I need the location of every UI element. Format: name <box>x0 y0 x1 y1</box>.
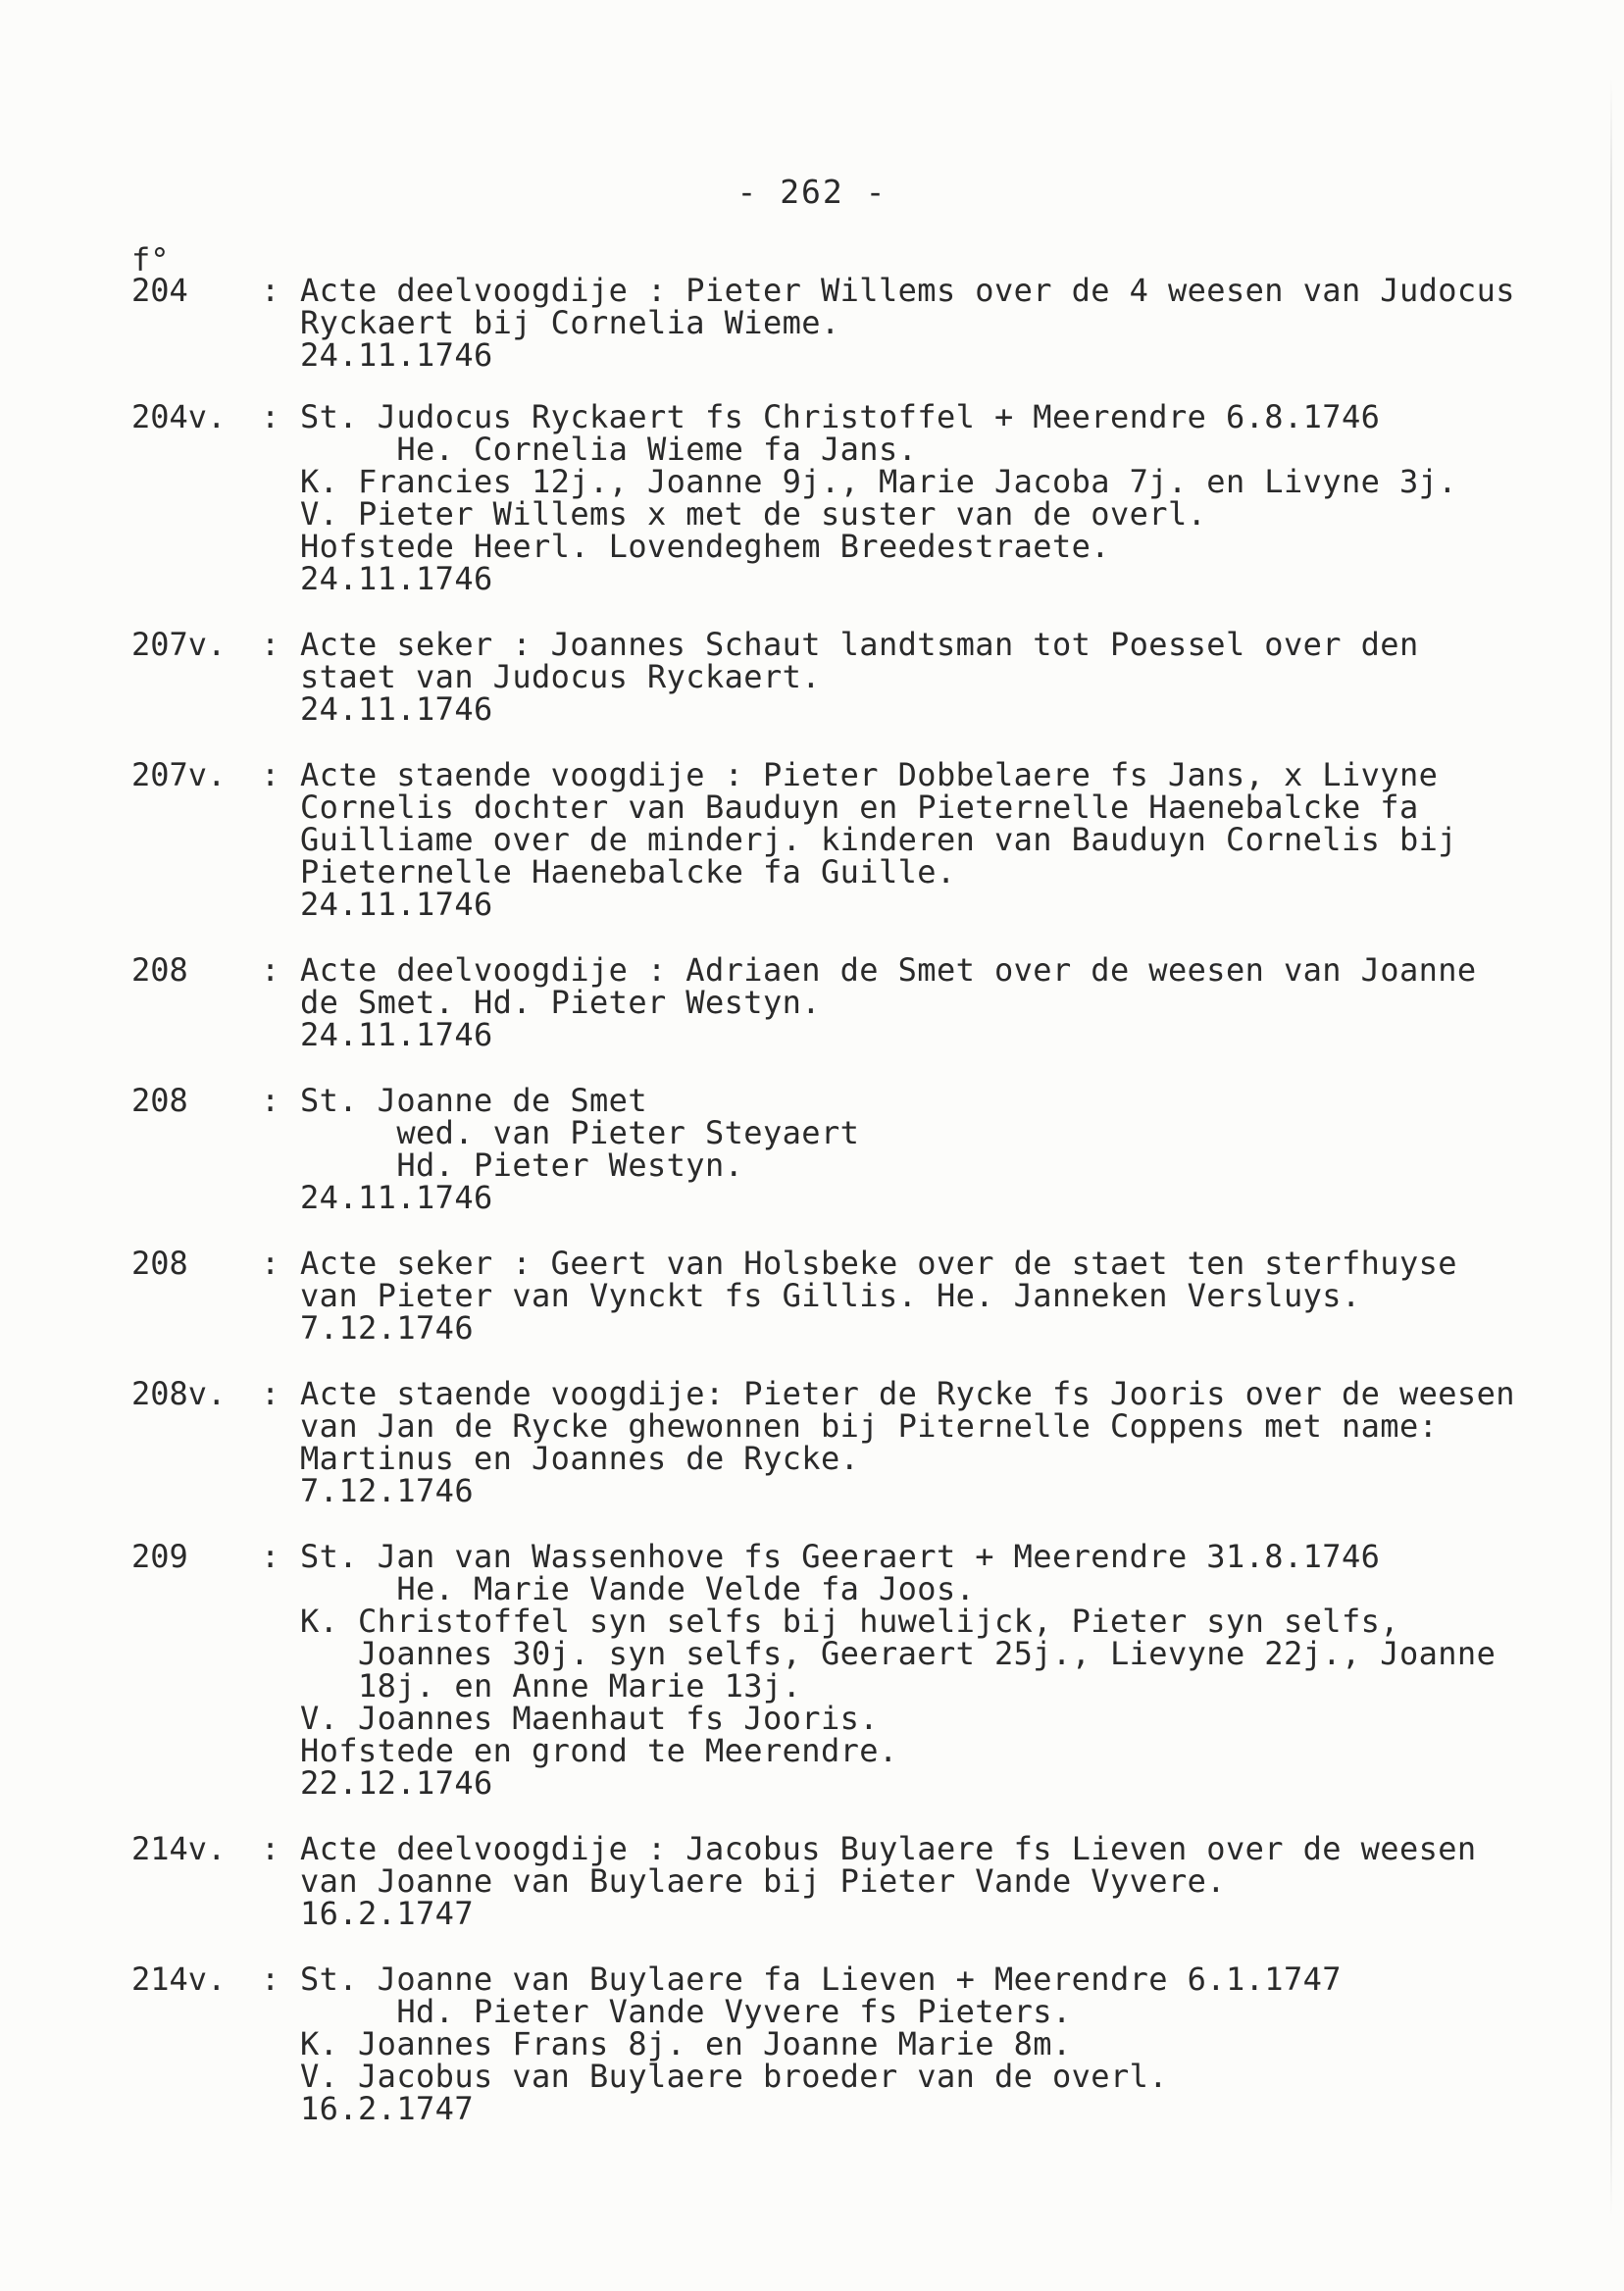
entry-text <box>300 626 1524 728</box>
entry <box>131 1375 1524 1509</box>
entry-line: 24.11.1746 <box>300 690 493 728</box>
entry-line: 24.11.1746 <box>300 1179 493 1216</box>
folio-label: f° <box>131 241 170 279</box>
entry-line: Joannes 30j. syn selfs, Geeraert 25j., Lievyne 22j., Joanne <box>300 1635 1497 1672</box>
entry-list <box>131 272 1524 2127</box>
entry-separator: : <box>261 272 280 309</box>
scan-margin-line <box>1610 78 1612 2216</box>
folio-number: 208 <box>131 1245 188 1282</box>
entry-line: K. Francies 12j., Joanne 9j., Marie Jacoba 7j. en Livyne 3j. <box>300 463 1457 500</box>
entry-text <box>300 1830 1524 1932</box>
entry-text <box>300 272 1524 374</box>
entry-line: Ryckaert bij Cornelia Wieme. <box>300 304 840 341</box>
entry-line: van Jan de Rycke ghewonnen bij Piternelle Coppens met name: <box>300 1407 1439 1445</box>
folio-number: 209 <box>131 1538 188 1575</box>
entry-text <box>300 951 1524 1053</box>
entry-text <box>300 1375 1524 1509</box>
entry <box>131 272 1524 374</box>
folio-number: 214v. <box>131 1830 227 1867</box>
folio-number: 208v. <box>131 1375 227 1412</box>
entry-text <box>300 1960 1524 2127</box>
folio-number: 207v. <box>131 756 227 793</box>
entry-text <box>300 1538 1524 1802</box>
entry-line: van Joanne van Buylaere bij Pieter Vande Vyvere. <box>300 1862 1226 1900</box>
entry-line: 18j. en Anne Marie 13j. <box>300 1667 802 1705</box>
entry-line: Acte staende voogdije : Pieter Dobbelaere fs Jans, x Livyne <box>300 756 1439 793</box>
entry-line: 16.2.1747 <box>300 2090 474 2127</box>
entry-line: 24.11.1746 <box>300 1016 493 1053</box>
entry-line: 7.12.1746 <box>300 1472 474 1509</box>
entry-line: He. Marie Vande Velde fa Joos. <box>300 1570 976 1607</box>
folio-number: 208 <box>131 951 188 989</box>
entry-line: St. Jan van Wassenhove fs Geeraert + Meerendre 31.8.1746 <box>300 1538 1381 1575</box>
entry-line: 16.2.1747 <box>300 1895 474 1932</box>
entry-line: St. Judocus Ryckaert fs Christoffel + Meerendre 6.8.1746 <box>300 398 1381 435</box>
entry-line: van Pieter van Vynckt fs Gillis. He. Janneken Versluys. <box>300 1277 1361 1314</box>
entry-line: He. Cornelia Wieme fa Jans. <box>300 431 918 468</box>
entry-line: Hd. Pieter Vande Vyvere fs Pieters. <box>300 1993 1072 2030</box>
entry-line: Acte seker : Joannes Schaut landtsman tot Poessel over den <box>300 626 1419 663</box>
entry <box>131 626 1524 728</box>
entry-line: 22.12.1746 <box>300 1764 493 1802</box>
entry <box>131 756 1524 923</box>
entry-line: Guilliame over de minderj. kinderen van Bauduyn Cornelis bij <box>300 821 1457 858</box>
entry <box>131 1082 1524 1216</box>
entry-line: Acte deelvoogdije : Jacobus Buylaere fs Lieven over de weesen <box>300 1830 1477 1867</box>
entry-text <box>300 756 1524 923</box>
entry-line: de Smet. Hd. Pieter Westyn. <box>300 984 821 1021</box>
entry <box>131 1830 1524 1932</box>
entry <box>131 951 1524 1053</box>
entry-line: Acte staende voogdije: Pieter de Rycke fs Jooris over de weesen <box>300 1375 1515 1412</box>
entry-line: 24.11.1746 <box>300 560 493 597</box>
entry-separator: : <box>261 398 280 435</box>
folio-number: 208 <box>131 1082 188 1119</box>
folio-number: 214v. <box>131 1960 227 1998</box>
entry-separator: : <box>261 1082 280 1119</box>
entry-line: Martinus en Joannes de Rycke. <box>300 1440 860 1477</box>
entry-line: V. Jacobus van Buylaere broeder van de overl. <box>300 2058 1168 2095</box>
entry-line: V. Joannes Maenhaut fs Jooris. <box>300 1700 879 1737</box>
entry <box>131 1247 1524 1345</box>
entry <box>131 1960 1524 2127</box>
page-number: - 262 - <box>736 173 888 211</box>
folio-number: 207v. <box>131 626 227 663</box>
entry-line: staet van Judocus Ryckaert. <box>300 658 821 695</box>
entry-line: Hofstede en grond te Meerendre. <box>300 1732 898 1769</box>
entry-line: K. Christoffel syn selfs bij huwelijck, Pieter syn selfs, <box>300 1603 1399 1640</box>
entry-separator: : <box>261 626 280 663</box>
entry-line: Acte deelvoogdije : Adriaen de Smet over de weesen van Joanne <box>300 951 1477 989</box>
entry-line: Acte deelvoogdije : Pieter Willems over de 4 weesen van Judocus <box>300 272 1515 309</box>
entry-line: 7.12.1746 <box>300 1309 474 1347</box>
entry-line: Pieternelle Haenebalcke fa Guille. <box>300 853 956 891</box>
entry <box>131 1538 1524 1802</box>
entry-separator: : <box>261 756 280 793</box>
folio-number: 204 <box>131 272 188 309</box>
entry-separator: : <box>261 1830 280 1867</box>
entry-separator: : <box>261 951 280 989</box>
folio-number: 204v. <box>131 398 227 435</box>
entry-separator: : <box>261 1245 280 1282</box>
entry-text <box>300 398 1524 597</box>
entry-separator: : <box>261 1960 280 1998</box>
entry-line: Cornelis dochter van Bauduyn en Pieternelle Haenebalcke fa <box>300 789 1419 826</box>
entry-line: Hd. Pieter Westyn. <box>300 1146 744 1184</box>
entry-line: V. Pieter Willems x met de suster van de overl. <box>300 495 1207 533</box>
entry-separator: : <box>261 1375 280 1412</box>
entry-line: Acte seker : Geert van Holsbeke over de staet ten sterfhuyse <box>300 1245 1457 1282</box>
entry-line: Hofstede Heerl. Lovendeghem Breedestraete. <box>300 528 1110 565</box>
entry-line: St. Joanne de Smet <box>300 1082 647 1119</box>
entry-line: 24.11.1746 <box>300 336 493 374</box>
entry-line: St. Joanne van Buylaere fa Lieven + Meerendre 6.1.1747 <box>300 1960 1342 1998</box>
entry-line: 24.11.1746 <box>300 886 493 923</box>
entry-line: K. Joannes Frans 8j. en Joanne Marie 8m. <box>300 2025 1072 2062</box>
entry <box>131 398 1524 597</box>
entry-line: wed. van Pieter Steyaert <box>300 1114 860 1151</box>
entry-text <box>300 1247 1524 1345</box>
entry-separator: : <box>261 1538 280 1575</box>
entry-text <box>300 1082 1524 1216</box>
